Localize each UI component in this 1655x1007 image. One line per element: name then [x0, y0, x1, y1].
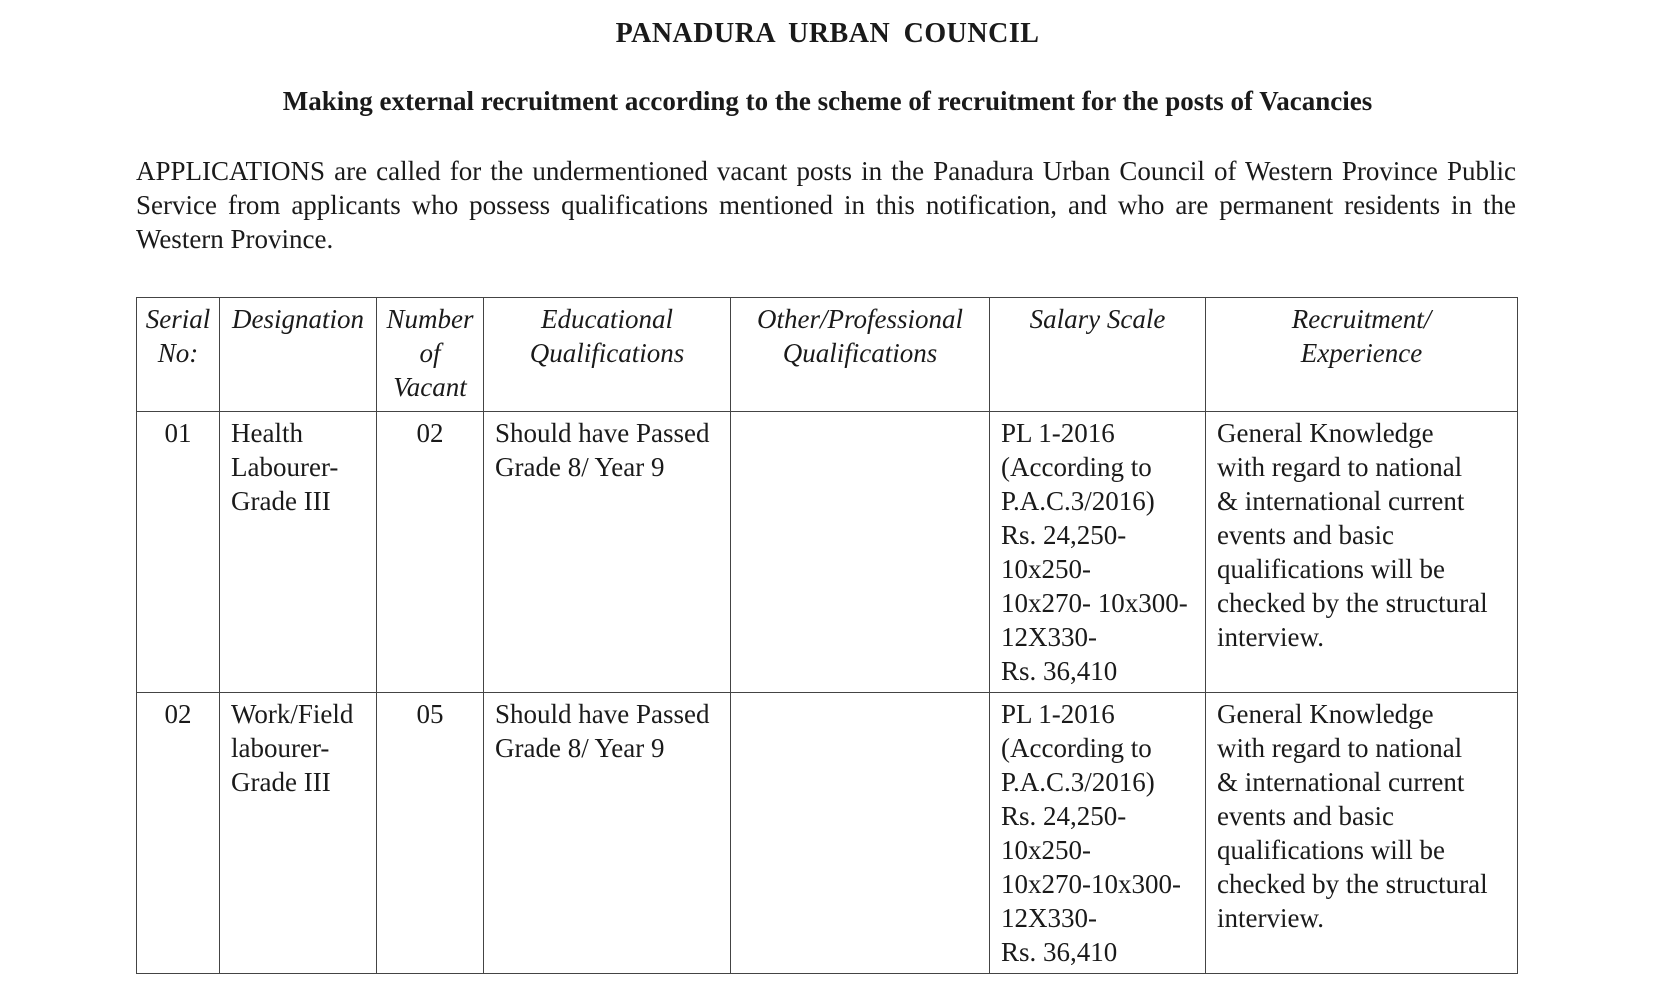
cell-experience: General Knowledge with regard to national & international current events and basic qualifications will be checked by the structural interview.	[1206, 412, 1518, 693]
table-row	[137, 412, 1518, 693]
cell-vacant: 05	[377, 693, 484, 974]
cell-educational: Should have Passed Grade 8/ Year 9	[484, 693, 731, 974]
cell-salary: PL 1-2016 (According to P.A.C.3/2016) Rs. 24,250- 10x250- 10x270-10x300- 12X330- Rs. 36,410	[990, 693, 1206, 974]
cell-salary: PL 1-2016 (According to P.A.C.3/2016) Rs. 24,250- 10x250- 10x270- 10x300- 12X330- Rs. 36,410	[990, 412, 1206, 693]
page-title: PANADURA URBAN COUNCIL	[615, 18, 1040, 49]
header-number-of-vacant: Number of Vacant	[377, 298, 484, 412]
page-subtitle: Making external recruitment according to the scheme of recruitment for the posts of Vacancies	[282, 86, 1373, 116]
vacancies-table	[136, 297, 1518, 974]
intro-paragraph: APPLICATIONS are called for the undermentioned vacant posts in the Panadura Urban Council of Western Province Public Service from applicants who possess qualifications mentioned in this notification, and who are permanent residents in the Western Province.	[136, 156, 1516, 254]
cell-designation: Work/Field labourer- Grade III	[220, 693, 377, 974]
table-row	[137, 693, 1518, 974]
cell-professional	[731, 693, 990, 974]
cell-experience: General Knowledge with regard to national & international current events and basic qualifications will be checked by the structural interview.	[1206, 693, 1518, 974]
header-designation: Designation	[220, 298, 377, 412]
cell-vacant: 02	[377, 412, 484, 693]
cell-designation: Health Labourer- Grade III	[220, 412, 377, 693]
header-serial-no: Serial No:	[137, 298, 220, 412]
header-professional-qualifications: Other/Professional Qualifications	[731, 298, 990, 412]
header-educational-qualifications: Educational Qualifications	[484, 298, 731, 412]
cell-serial: 01	[137, 412, 220, 693]
header-recruitment-experience: Recruitment/ Experience	[1206, 298, 1518, 412]
cell-professional	[731, 412, 990, 693]
cell-serial: 02	[137, 693, 220, 974]
table-header-row	[137, 298, 1518, 412]
cell-educational: Should have Passed Grade 8/ Year 9	[484, 412, 731, 693]
header-salary-scale: Salary Scale	[990, 298, 1206, 412]
